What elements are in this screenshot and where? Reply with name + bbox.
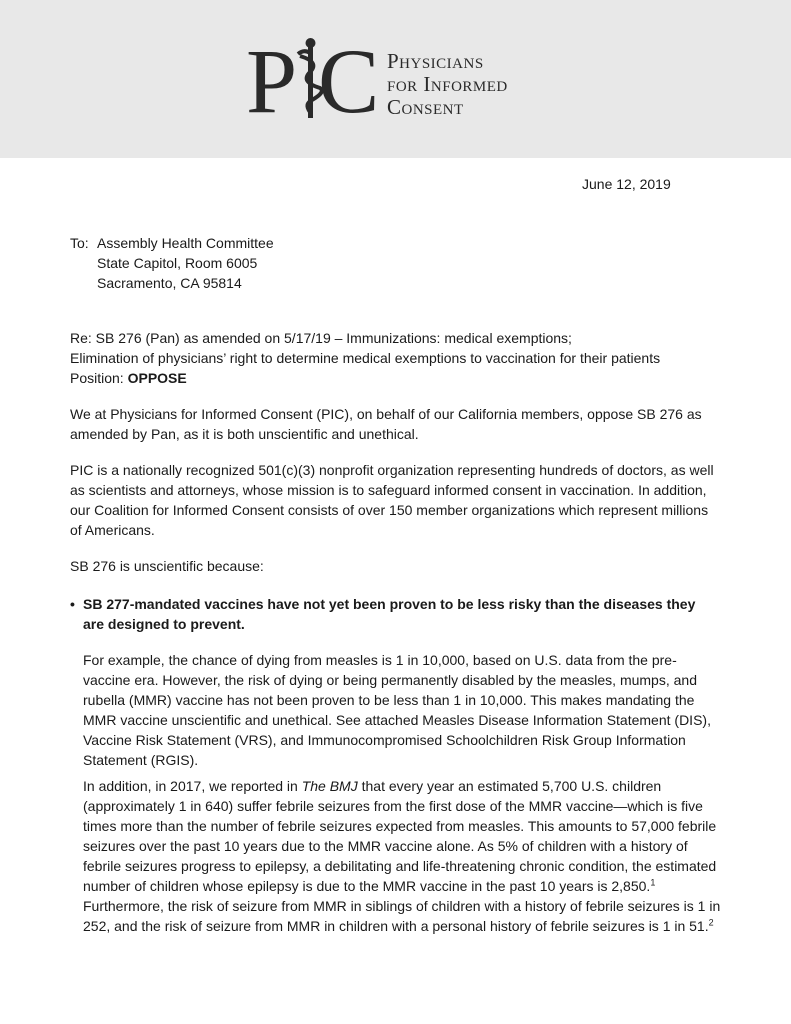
bullet-text: SB 277-mandated vaccines have not yet been proven to be less risky than the diseases they are designed to prevent. xyxy=(83,596,696,632)
logo-letter-p: P xyxy=(246,36,298,122)
org-name-line: for Informed xyxy=(387,72,508,96)
addition-paragraph xyxy=(83,776,723,936)
addition-text: Furthermore, the risk of seizure from MMR in siblings of children with a history of febrile seizures is 1 in 252, and the risk of seizure from MMR in children with a personal history of febrile seizures is 1 in 51. xyxy=(83,898,721,934)
bullet-point xyxy=(70,594,720,634)
logo-letter-c: C xyxy=(318,36,380,122)
subject-block xyxy=(70,328,720,388)
position-label: Position: xyxy=(70,370,128,386)
addition-text: In addition, in 2017, we reported in xyxy=(83,778,302,794)
org-name xyxy=(387,50,587,119)
org-name-line: Physicians xyxy=(387,49,484,73)
org-name-line: Consent xyxy=(387,95,464,119)
subject-line: Elimination of physicians’ right to determine medical exemptions to vaccination for their patients xyxy=(70,350,661,366)
letter-date: June 12, 2019 xyxy=(582,176,671,192)
recipient-line: Assembly Health Committee xyxy=(97,235,274,251)
footnote-ref: 2 xyxy=(708,917,714,928)
recipient-line: Sacramento, CA 95814 xyxy=(97,275,242,291)
journal-name: The BMJ xyxy=(301,778,358,794)
to-label: To: xyxy=(70,235,89,251)
addition-text: that every year an estimated 5,700 U.S. children (approximately 1 in 640) suffer febrile seizures from the first dose of the MMR vaccine—which is five times more than the number of febrile seizures expected from measles. This amounts to 57,000 febrile seizures over the past 10 years due to the MMR vaccine alone. As 5% of children with a history of febrile seizures progress to epilepsy, a debilitating and life-threatening chronic condition, the estimated number of children whose epilepsy is due to the MMR vaccine in the past 10 years is 2,850. xyxy=(83,778,717,894)
example-paragraph: For example, the chance of dying from measles is 1 in 10,000, based on U.S. data from the pre-vaccine era. However, the risk of dying or being permanently disabled by the measles, mumps, and rubella (MMR) vaccine has not been proven to be less than 1 in 10,000. This makes mandating the MMR vaccine unscientific and unethical. See attached Measles Disease Information Statement (DIS), Vaccine Risk Statement (VRS), and Immunocompromised Schoolchildren Risk Group Information Statement (RGIS). xyxy=(83,652,711,768)
about-paragraph: PIC is a nationally recognized 501(c)(3) nonprofit organization representing hundreds of doctors, as well as scientists and attorneys, whose mission is to safeguard informed consent in vaccination. In addition, our Coalition for Informed Consent consists of over 150 member organizations which represent millions of Americans. xyxy=(70,462,714,538)
footnote-ref: 1 xyxy=(650,877,656,888)
caduceus-logo-icon xyxy=(246,36,386,122)
position-value: OPPOSE xyxy=(127,370,187,386)
unscientific-heading: SB 276 is unscientific because: xyxy=(70,558,264,574)
bullet-icon: • xyxy=(70,596,75,612)
intro-paragraph: We at Physicians for Informed Consent (PIC), on behalf of our California members, oppose SB 276 as amended by Pan, as it is both unscientific and unethical. xyxy=(70,406,702,442)
recipient-line: State Capitol, Room 6005 xyxy=(97,255,258,271)
recipient-block xyxy=(70,233,720,293)
subject-line: Re: SB 276 (Pan) as amended on 5/17/19 – Immunizations: medical exemptions; xyxy=(70,330,572,346)
